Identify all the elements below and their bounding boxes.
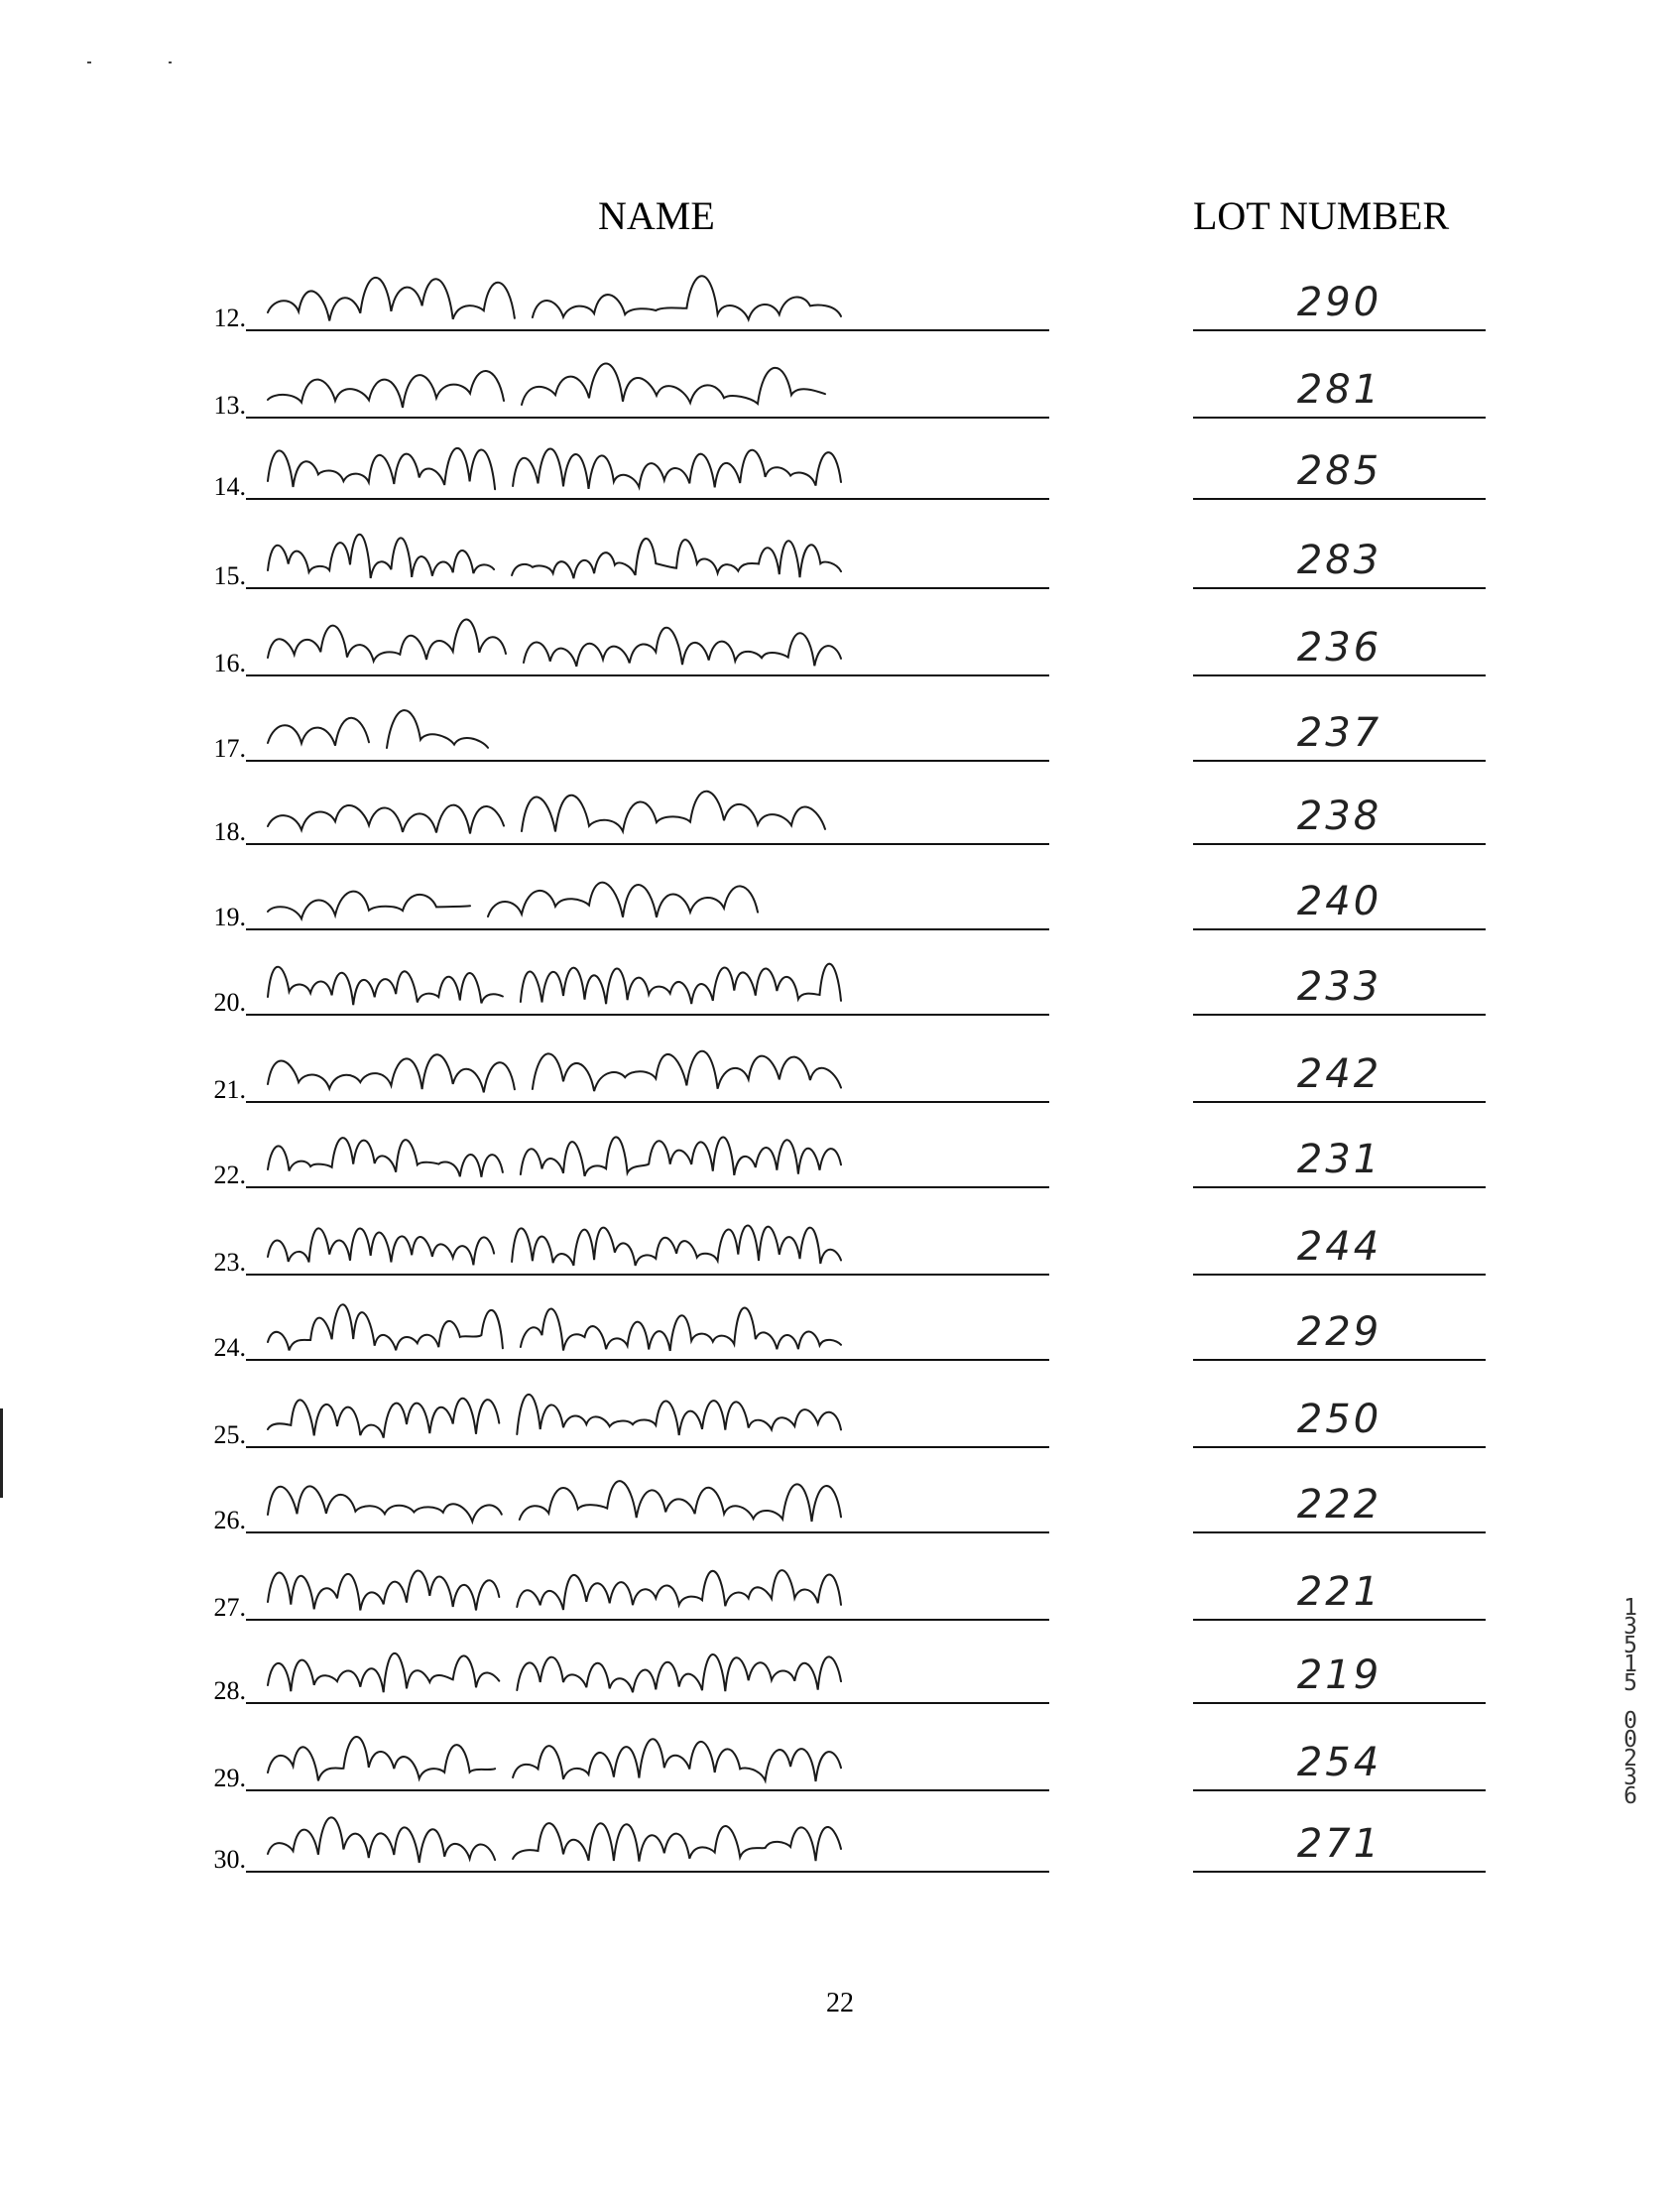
handwritten-signature (258, 772, 1031, 861)
lot-number-line (1193, 843, 1486, 845)
row-number: 15. (213, 561, 246, 590)
signature-stroke (268, 363, 825, 408)
signature-ink (258, 1202, 952, 1291)
signature-ink (258, 1718, 952, 1807)
bates-character: 3 (1623, 1765, 1637, 1790)
handwritten-signature (258, 516, 1031, 605)
handwritten-signature (258, 857, 1031, 946)
signature-stroke (268, 448, 841, 489)
signature-stroke (268, 883, 758, 919)
handwritten-signature (258, 1115, 1031, 1204)
lot-number-value: 221 (1296, 1569, 1382, 1615)
signature-stroke (268, 710, 488, 748)
lot-number-value: 229 (1296, 1309, 1382, 1355)
row-number: 24. (213, 1333, 246, 1362)
row-number: 23. (213, 1248, 246, 1277)
handwritten-signature (258, 603, 1031, 692)
handwritten-signature (258, 1030, 1031, 1119)
lot-number-line (1193, 1789, 1486, 1791)
signature-stroke (268, 1653, 841, 1692)
row-number: 21. (213, 1075, 246, 1104)
lot-number-value: 254 (1296, 1740, 1382, 1785)
signature-row (0, 1309, 1680, 1377)
signature-row (0, 964, 1680, 1032)
lot-number-value: 271 (1296, 1821, 1382, 1867)
handwritten-signature (258, 1460, 1031, 1549)
lot-number-line (1193, 1446, 1486, 1448)
signature-row (0, 367, 1680, 434)
scan-speck (87, 61, 91, 63)
signature-row (0, 1137, 1680, 1204)
signature-row (0, 1397, 1680, 1464)
handwritten-signature (258, 427, 1031, 516)
lot-number-value: 236 (1296, 625, 1382, 671)
lot-number-value: 283 (1296, 538, 1382, 583)
signature-ink (258, 688, 952, 778)
signature-ink (258, 772, 952, 861)
signature-row (0, 538, 1680, 605)
signature-stroke (268, 792, 825, 834)
signature-ink (258, 1631, 952, 1720)
lot-number-value: 250 (1296, 1397, 1382, 1442)
signature-ink (258, 1547, 952, 1637)
scan-speck (169, 61, 172, 63)
signature-row (0, 1051, 1680, 1119)
bates-character: 0 (1623, 1727, 1637, 1753)
lot-number-value: 242 (1296, 1051, 1382, 1097)
signature-stroke (268, 1737, 841, 1781)
row-number: 16. (213, 649, 246, 677)
row-number: 13. (213, 391, 246, 420)
signature-stroke (268, 276, 841, 320)
signature-stroke (268, 1137, 841, 1176)
row-number: 22. (213, 1161, 246, 1189)
signature-ink (258, 345, 952, 434)
row-number: 27. (213, 1593, 246, 1622)
signature-stroke (268, 1817, 841, 1863)
lot-number-line (1193, 1871, 1486, 1873)
signature-row (0, 1740, 1680, 1807)
lot-number-line (1193, 1274, 1486, 1276)
lot-number-line (1193, 1702, 1486, 1704)
lot-number-column-header: LOT NUMBER (1193, 193, 1450, 238)
bates-stamp (1620, 1595, 1641, 1809)
lot-number-value: 285 (1296, 448, 1382, 494)
row-number: 29. (213, 1764, 246, 1792)
signature-stroke (268, 1304, 841, 1351)
lot-number-value: 231 (1296, 1137, 1382, 1182)
signature-ink (258, 1375, 952, 1464)
lot-number-value: 240 (1296, 879, 1382, 924)
lot-number-line (1193, 498, 1486, 500)
signature-stroke (268, 964, 841, 1006)
handwritten-signature (258, 258, 1031, 347)
signature-ink (258, 1460, 952, 1549)
signature-stroke (268, 1051, 841, 1093)
lot-number-value: 222 (1296, 1482, 1382, 1528)
handwritten-signature (258, 1287, 1031, 1377)
row-number: 18. (213, 817, 246, 846)
lot-number-line (1193, 1014, 1486, 1016)
lot-number-line (1193, 417, 1486, 419)
name-column-header: NAME (598, 193, 715, 238)
lot-number-line (1193, 587, 1486, 589)
row-number: 30. (213, 1845, 246, 1874)
signature-row (0, 448, 1680, 516)
row-number: 12. (213, 304, 246, 332)
row-number: 19. (213, 903, 246, 931)
bates-character: 1 (1623, 1651, 1637, 1677)
handwritten-signature (258, 688, 1031, 778)
signature-row (0, 794, 1680, 861)
handwritten-signature (258, 1202, 1031, 1291)
page-number: 22 (826, 1988, 854, 2018)
handwritten-signature (258, 1631, 1031, 1720)
signature-stroke (268, 1481, 841, 1522)
signature-ink (258, 942, 952, 1032)
signature-ink (258, 1799, 952, 1889)
signature-stroke (268, 1395, 841, 1438)
signature-row (0, 1652, 1680, 1720)
signature-stroke (268, 619, 841, 666)
signature-ink (258, 1287, 952, 1377)
bates-character: 6 (1623, 1783, 1637, 1809)
bates-character: 3 (1623, 1614, 1637, 1640)
handwritten-signature (258, 1799, 1031, 1889)
handwritten-signature (258, 345, 1031, 434)
signature-row (0, 1482, 1680, 1549)
bates-character: 5 (1623, 1633, 1637, 1658)
bates-character: 5 (1623, 1670, 1637, 1696)
signature-row (0, 710, 1680, 778)
lot-number-line (1193, 1359, 1486, 1361)
signature-ink (258, 1030, 952, 1119)
lot-number-value: 233 (1296, 964, 1382, 1010)
row-number: 28. (213, 1676, 246, 1705)
lot-number-value: 237 (1296, 710, 1382, 756)
signature-stroke (268, 535, 841, 578)
row-number: 26. (213, 1506, 246, 1534)
lot-number-line (1193, 1531, 1486, 1533)
signature-stroke (268, 1225, 841, 1266)
signature-row (0, 879, 1680, 946)
lot-number-value: 244 (1296, 1224, 1382, 1270)
signature-row (0, 1569, 1680, 1640)
signature-row (0, 625, 1680, 692)
row-number: 25. (213, 1420, 246, 1449)
bates-character: 2 (1623, 1746, 1637, 1772)
row-number: 14. (213, 472, 246, 501)
lot-number-line (1193, 1619, 1486, 1621)
signature-ink (258, 1115, 952, 1204)
row-number: 17. (213, 734, 246, 763)
row-number: 20. (213, 988, 246, 1017)
bates-character: 1 (1623, 1595, 1637, 1621)
lot-number-value: 238 (1296, 794, 1382, 839)
handwritten-signature (258, 942, 1031, 1032)
signature-row (0, 280, 1680, 347)
signature-ink (258, 258, 952, 347)
signature-ink (258, 603, 952, 692)
signature-row (0, 1821, 1680, 1889)
lot-number-line (1193, 329, 1486, 331)
lot-number-value: 281 (1296, 367, 1382, 413)
handwritten-signature (258, 1375, 1031, 1464)
signature-ink (258, 427, 952, 516)
lot-number-value: 219 (1296, 1652, 1382, 1698)
handwritten-signature (258, 1547, 1031, 1637)
lot-number-line (1193, 1186, 1486, 1188)
handwritten-signature (258, 1718, 1031, 1807)
signature-row (0, 1224, 1680, 1291)
lot-number-line (1193, 928, 1486, 930)
lot-number-line (1193, 760, 1486, 762)
lot-number-value: 290 (1296, 280, 1382, 325)
lot-number-line (1193, 1101, 1486, 1103)
bates-character: 0 (1623, 1708, 1637, 1734)
lot-number-line (1193, 674, 1486, 676)
signature-stroke (268, 1570, 841, 1610)
signature-ink (258, 857, 952, 946)
signature-ink (258, 516, 952, 605)
